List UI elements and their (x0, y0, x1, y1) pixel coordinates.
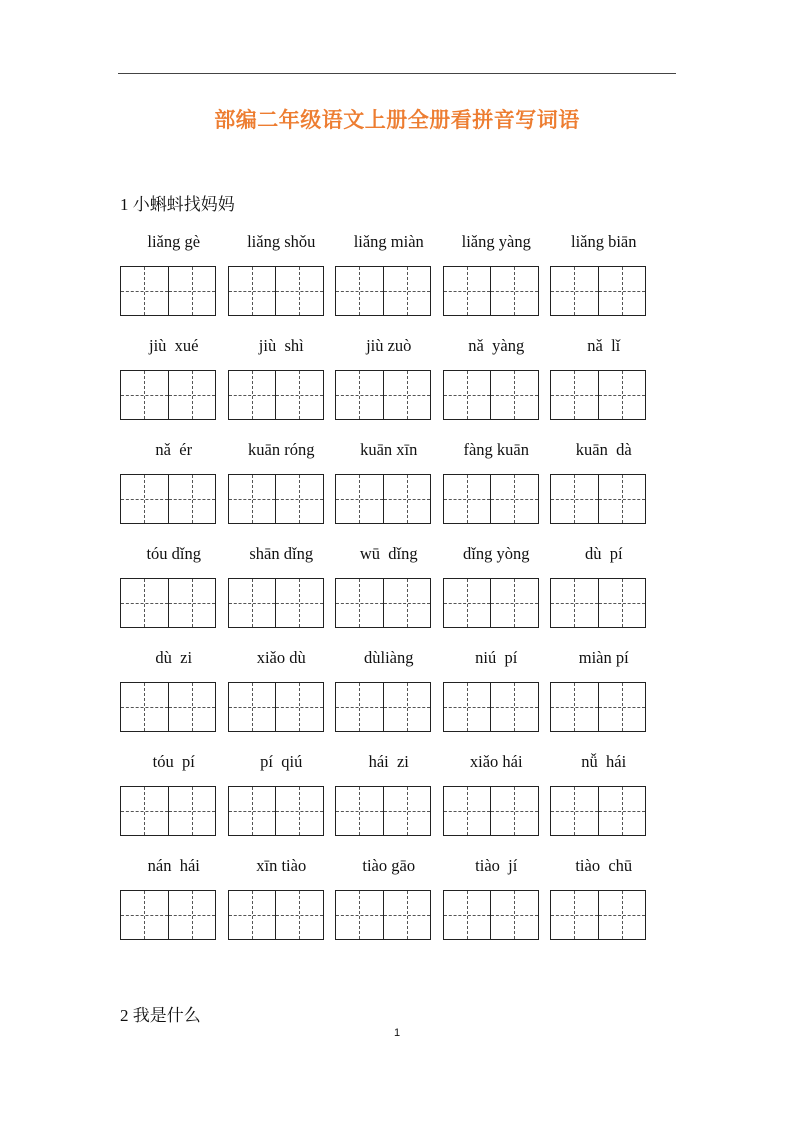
tianzige-cell[interactable] (599, 683, 646, 731)
tianzige-cell[interactable] (169, 475, 216, 523)
tianzige-cell[interactable] (491, 475, 538, 523)
pinyin-prompt: jiù xué (149, 336, 199, 355)
exercise-row (120, 436, 660, 540)
word-writing-box[interactable] (443, 474, 539, 524)
tianzige-cell[interactable] (384, 371, 431, 419)
word-writing-box[interactable] (550, 890, 646, 940)
tianzige-cell[interactable] (384, 891, 431, 939)
word-writing-box[interactable] (120, 370, 216, 420)
word-writing-box[interactable] (120, 578, 216, 628)
tianzige-cell[interactable] (229, 267, 277, 315)
pinyin-line (120, 852, 660, 890)
tianzige-cell[interactable] (384, 475, 431, 523)
writing-box-line (120, 578, 660, 630)
pinyin-prompt: nǎ ér (155, 440, 193, 459)
tianzige-cell[interactable] (491, 787, 538, 835)
tianzige-cell[interactable] (491, 891, 538, 939)
tianzige-cell[interactable] (169, 371, 216, 419)
exercise-row (120, 852, 660, 956)
tianzige-cell[interactable] (551, 683, 599, 731)
tianzige-cell[interactable] (169, 267, 216, 315)
pinyin-line (120, 228, 660, 266)
tianzige-cell[interactable] (384, 683, 431, 731)
word-writing-box[interactable] (443, 682, 539, 732)
word-writing-box[interactable] (335, 370, 431, 420)
pinyin-prompt: dǐng yòng (463, 544, 530, 563)
tianzige-cell[interactable] (551, 787, 599, 835)
lesson-heading-2: 2 我是什么 (120, 1006, 201, 1025)
pinyin-prompt: miàn pí (578, 648, 629, 667)
tianzige-cell[interactable] (169, 579, 216, 627)
tianzige-cell[interactable] (169, 891, 216, 939)
tianzige-cell[interactable] (336, 891, 384, 939)
exercise-row (120, 748, 660, 852)
pinyin-prompt: pí qiú (260, 752, 303, 771)
pinyin-prompt: tiào jí (475, 856, 518, 875)
document-title: 部编二年级语文上册全册看拼音写词语 (214, 108, 580, 132)
word-writing-box[interactable] (228, 370, 324, 420)
tianzige-cell[interactable] (444, 891, 492, 939)
tianzige-cell[interactable] (276, 683, 323, 731)
tianzige-cell[interactable] (121, 891, 169, 939)
tianzige-cell[interactable] (336, 683, 384, 731)
pinyin-prompt: hái zi (368, 752, 409, 771)
tianzige-cell[interactable] (169, 683, 216, 731)
tianzige-cell[interactable] (121, 475, 169, 523)
word-writing-box[interactable] (120, 266, 216, 316)
tianzige-cell[interactable] (121, 371, 169, 419)
pinyin-prompt: nǚ hái (581, 752, 627, 771)
tianzige-cell[interactable] (599, 475, 646, 523)
tianzige-cell[interactable] (551, 579, 599, 627)
pinyin-prompt: fàng kuān (463, 440, 530, 459)
tianzige-cell[interactable] (229, 475, 277, 523)
tianzige-cell[interactable] (491, 267, 538, 315)
word-writing-box[interactable] (443, 890, 539, 940)
tianzige-cell[interactable] (491, 683, 538, 731)
word-writing-box[interactable] (443, 578, 539, 628)
page-number: 1 (393, 1027, 401, 1039)
tianzige-cell[interactable] (336, 475, 384, 523)
word-writing-box[interactable] (443, 370, 539, 420)
word-writing-box[interactable] (120, 682, 216, 732)
pinyin-prompt: dùliàng (364, 648, 414, 667)
word-writing-box[interactable] (550, 370, 646, 420)
word-writing-box[interactable] (443, 266, 539, 316)
tianzige-cell[interactable] (229, 787, 277, 835)
word-writing-box[interactable] (120, 890, 216, 940)
word-writing-box[interactable] (443, 786, 539, 836)
pinyin-prompt: tiào chū (575, 856, 633, 875)
tianzige-cell[interactable] (276, 891, 323, 939)
tianzige-cell[interactable] (599, 891, 646, 939)
pinyin-prompt: xīn tiào (256, 856, 307, 875)
tianzige-cell[interactable] (121, 787, 169, 835)
exercise-row (120, 540, 660, 644)
tianzige-cell[interactable] (599, 371, 646, 419)
word-writing-box[interactable] (335, 890, 431, 940)
tianzige-cell[interactable] (444, 475, 492, 523)
tianzige-cell[interactable] (229, 371, 277, 419)
tianzige-cell[interactable] (276, 579, 323, 627)
tianzige-cell[interactable] (336, 267, 384, 315)
header-rule (118, 73, 676, 74)
tianzige-cell[interactable] (276, 787, 323, 835)
tianzige-cell[interactable] (336, 579, 384, 627)
tianzige-cell[interactable] (599, 267, 646, 315)
word-writing-box[interactable] (228, 890, 324, 940)
pinyin-prompt: jiù shì (258, 336, 304, 355)
pinyin-prompt: nǎ lǐ (587, 336, 621, 355)
pinyin-line (120, 436, 660, 474)
exercise-row (120, 332, 660, 436)
tianzige-cell[interactable] (551, 891, 599, 939)
writing-box-line (120, 474, 660, 526)
writing-box-line (120, 266, 660, 318)
tianzige-cell[interactable] (121, 579, 169, 627)
tianzige-cell[interactable] (444, 787, 492, 835)
tianzige-cell[interactable] (599, 579, 646, 627)
tianzige-cell[interactable] (444, 579, 492, 627)
word-writing-box[interactable] (550, 786, 646, 836)
pinyin-prompt: kuān róng (248, 440, 315, 459)
word-writing-box[interactable] (335, 474, 431, 524)
pinyin-prompt: tiào gāo (362, 856, 416, 875)
word-writing-box[interactable] (120, 474, 216, 524)
word-writing-box[interactable] (228, 786, 324, 836)
pinyin-prompt: kuān xīn (360, 440, 418, 459)
tianzige-cell[interactable] (336, 787, 384, 835)
pinyin-prompt: liǎng shǒu (247, 232, 316, 251)
word-writing-box[interactable] (120, 786, 216, 836)
word-writing-box[interactable] (550, 474, 646, 524)
exercise-row (120, 644, 660, 748)
word-writing-box[interactable] (335, 266, 431, 316)
word-writing-box[interactable] (550, 266, 646, 316)
pinyin-prompt: liǎng biān (570, 232, 637, 251)
tianzige-cell[interactable] (276, 475, 323, 523)
pinyin-prompt: wū dǐng (359, 544, 418, 563)
tianzige-cell[interactable] (444, 267, 492, 315)
pinyin-prompt: tóu dǐng (146, 544, 202, 563)
word-writing-box[interactable] (550, 578, 646, 628)
word-writing-box[interactable] (335, 578, 431, 628)
pinyin-line (120, 748, 660, 786)
word-writing-box[interactable] (228, 474, 324, 524)
pinyin-prompt: tóu pí (152, 752, 195, 771)
tianzige-cell[interactable] (229, 683, 277, 731)
pinyin-prompt: liǎng miàn (353, 232, 424, 251)
pinyin-prompt: xiǎo hái (469, 752, 523, 771)
tianzige-cell[interactable] (384, 579, 431, 627)
tianzige-cell[interactable] (121, 683, 169, 731)
tianzige-cell[interactable] (276, 267, 323, 315)
writing-box-line (120, 682, 660, 734)
pinyin-prompt: liǎng yàng (461, 232, 531, 251)
word-writing-box[interactable] (550, 682, 646, 732)
word-writing-box[interactable] (335, 682, 431, 732)
pinyin-line (120, 540, 660, 578)
pinyin-prompt: jiù zuò (366, 336, 412, 355)
pinyin-line (120, 332, 660, 370)
pinyin-prompt: kuān dà (575, 440, 632, 459)
pinyin-prompt: dù zi (155, 648, 193, 667)
exercise-row (120, 228, 660, 332)
pinyin-prompt: liǎng gè (147, 232, 201, 251)
tianzige-cell[interactable] (491, 579, 538, 627)
tianzige-cell[interactable] (444, 683, 492, 731)
tianzige-cell[interactable] (229, 891, 277, 939)
tianzige-cell[interactable] (384, 787, 431, 835)
pinyin-prompt: shān dǐng (249, 544, 314, 563)
writing-box-line (120, 890, 660, 942)
lesson-exercise-grid (120, 228, 660, 956)
tianzige-cell[interactable] (491, 371, 538, 419)
lesson-heading-1: 1 小蝌蚪找妈妈 (120, 195, 235, 214)
word-writing-box[interactable] (335, 786, 431, 836)
tianzige-cell[interactable] (276, 371, 323, 419)
word-writing-box[interactable] (228, 578, 324, 628)
pinyin-prompt: dù pí (584, 544, 623, 563)
tianzige-cell[interactable] (599, 787, 646, 835)
pinyin-line (120, 644, 660, 682)
tianzige-cell[interactable] (121, 267, 169, 315)
word-writing-box[interactable] (228, 266, 324, 316)
pinyin-prompt: xiǎo dù (256, 648, 306, 667)
pinyin-prompt: niú pí (475, 648, 518, 667)
tianzige-cell[interactable] (229, 579, 277, 627)
tianzige-cell[interactable] (444, 371, 492, 419)
tianzige-cell[interactable] (551, 267, 599, 315)
tianzige-cell[interactable] (336, 371, 384, 419)
writing-box-line (120, 786, 660, 838)
writing-box-line (120, 370, 660, 422)
tianzige-cell[interactable] (169, 787, 216, 835)
tianzige-cell[interactable] (551, 475, 599, 523)
tianzige-cell[interactable] (384, 267, 431, 315)
tianzige-cell[interactable] (551, 371, 599, 419)
pinyin-prompt: nán hái (147, 856, 200, 875)
word-writing-box[interactable] (228, 682, 324, 732)
pinyin-prompt: nǎ yàng (468, 336, 525, 355)
